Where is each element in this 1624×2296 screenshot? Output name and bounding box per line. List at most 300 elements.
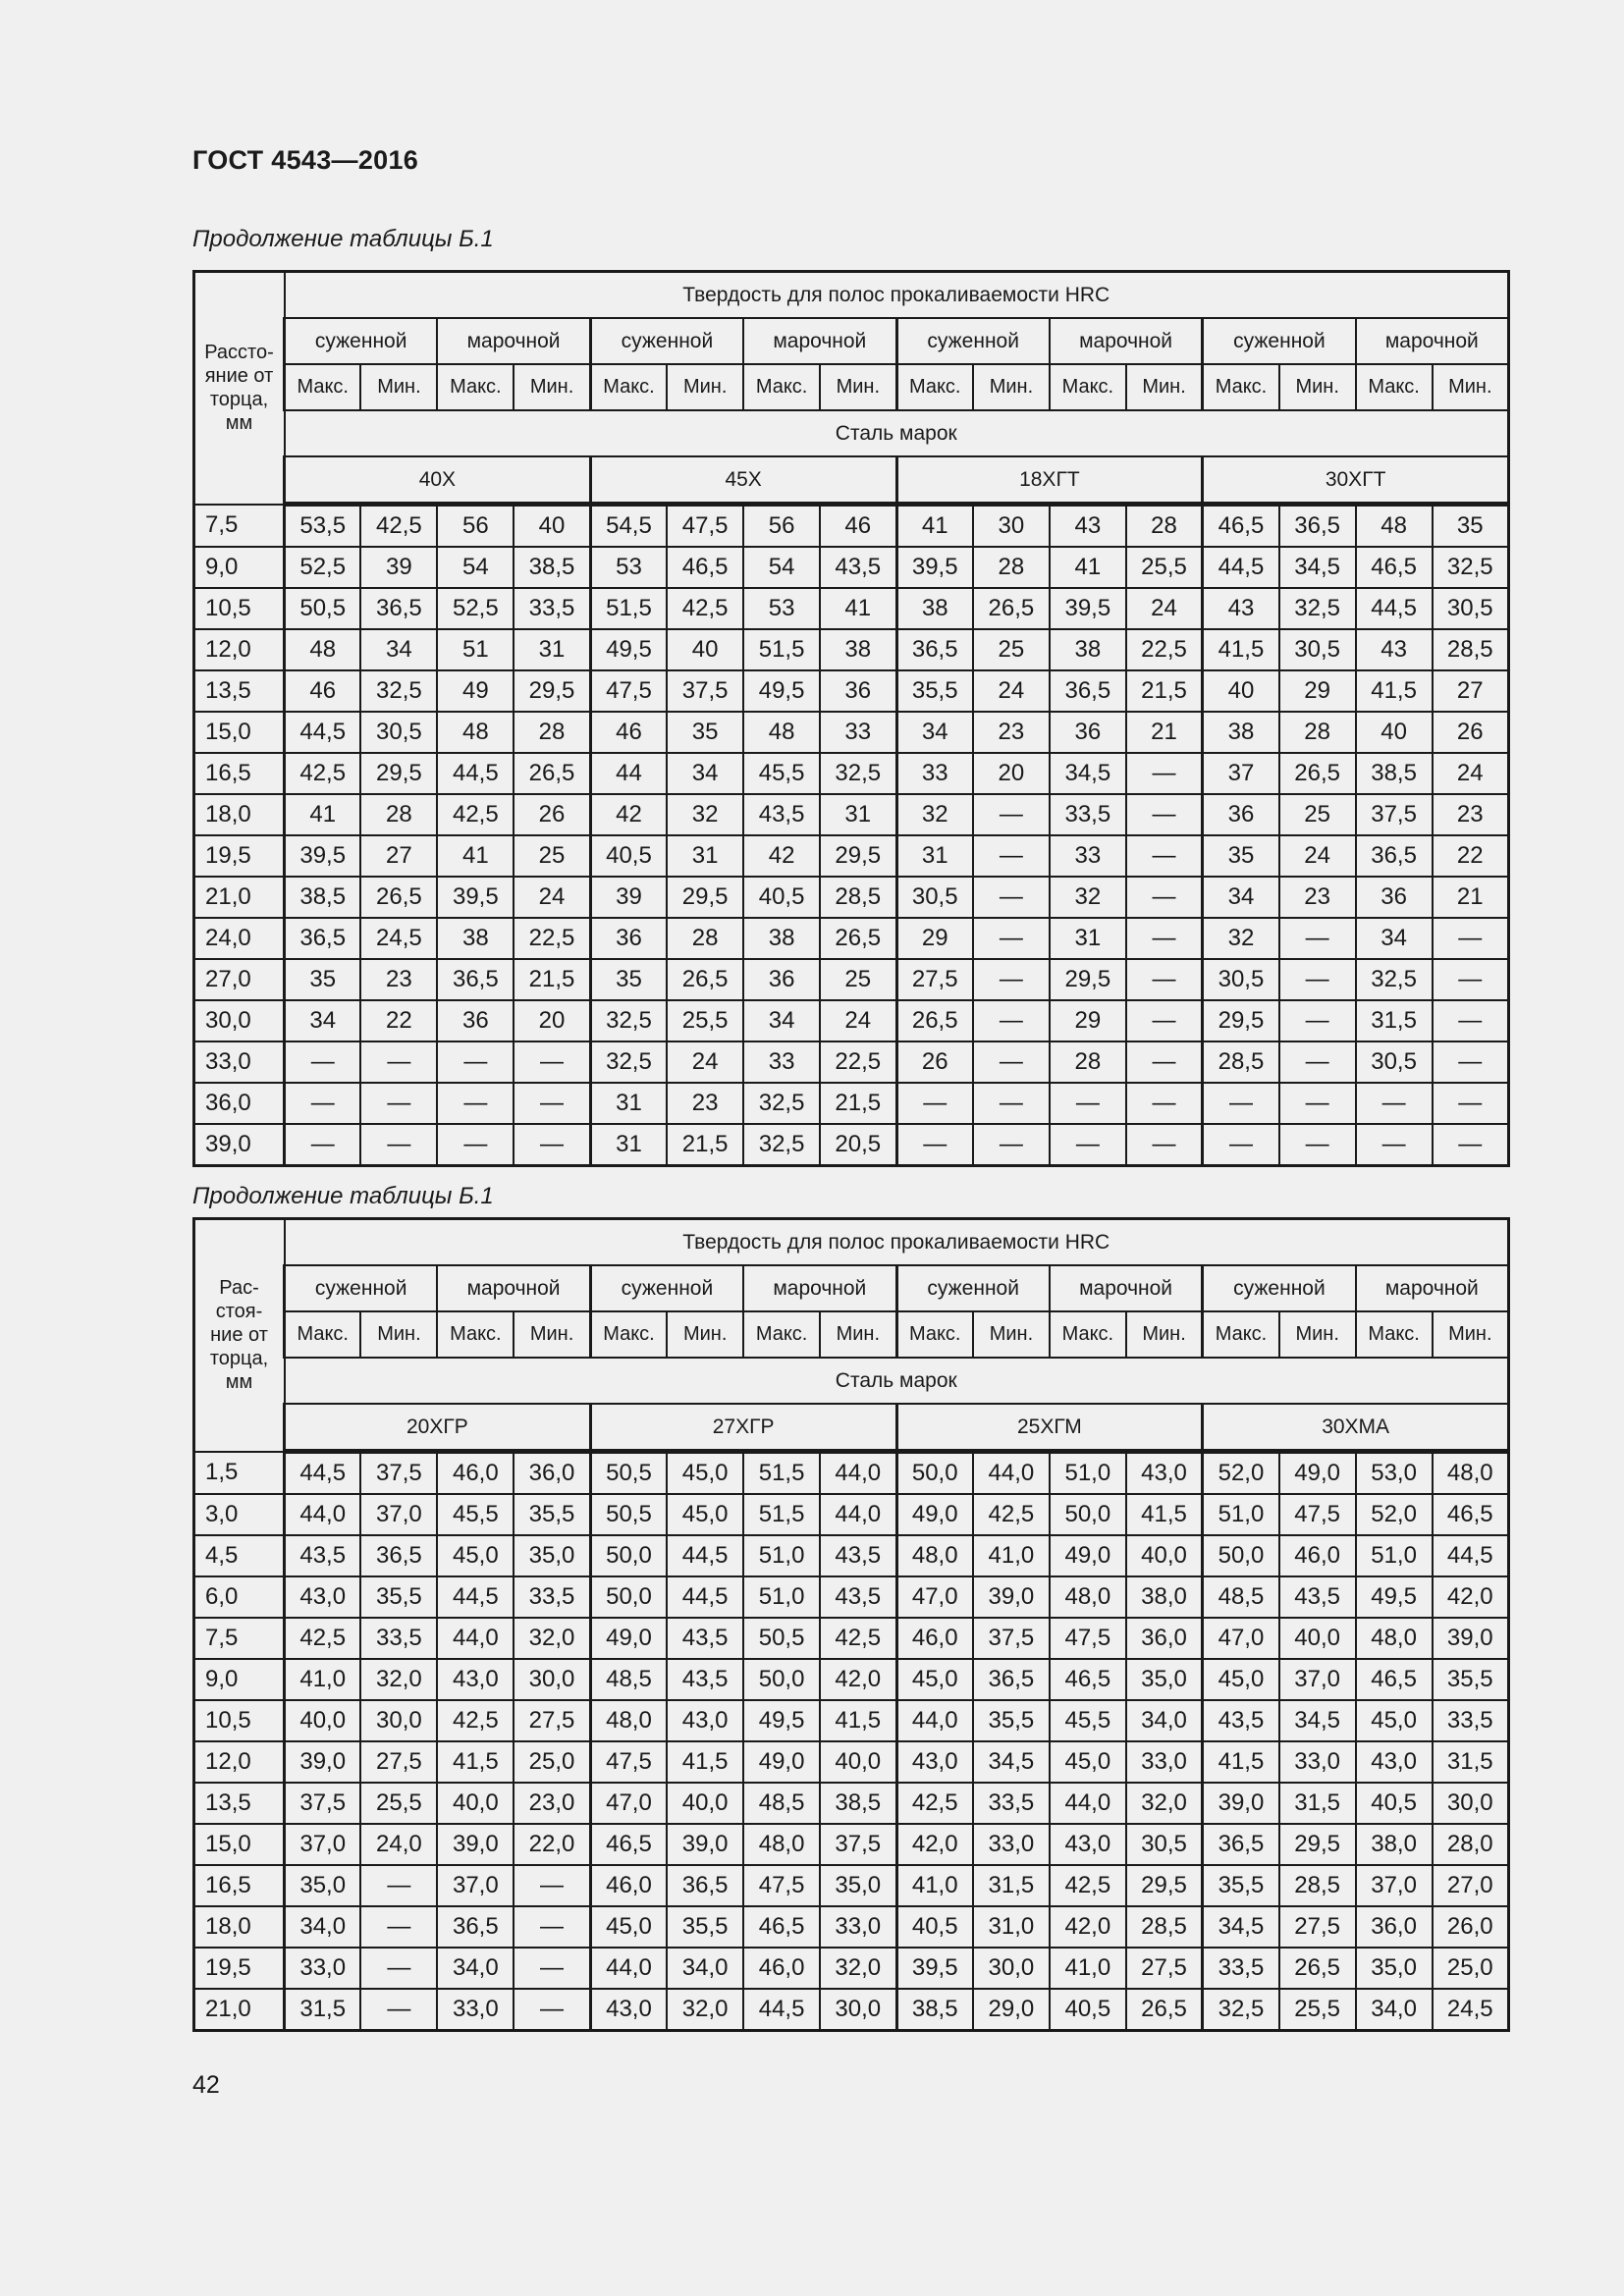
hardness-cell: 33,0: [973, 1824, 1050, 1865]
hardness-cell: 31: [667, 835, 743, 877]
hardness-cell: 25: [973, 629, 1050, 670]
minmax-label: Мин.: [514, 364, 590, 410]
hardness-cell: 35,5: [514, 1494, 590, 1535]
hardness-cell: —: [1203, 1083, 1279, 1124]
distance-cell: 21,0: [194, 877, 285, 918]
hardness-cell: 26,5: [973, 588, 1050, 629]
hardness-table: [192, 270, 1510, 1167]
distance-cell: 18,0: [194, 1906, 285, 1948]
table-row: [194, 1659, 1509, 1700]
hardness-cell: 51: [437, 629, 514, 670]
hardness-cell: 47,5: [1279, 1494, 1356, 1535]
hardness-cell: —: [1126, 794, 1203, 835]
hardness-cell: 30,0: [360, 1700, 437, 1741]
hardness-cell: 34: [743, 1000, 820, 1041]
hardness-cell: 40,0: [285, 1700, 361, 1741]
steel-grade: 27ХГР: [590, 1404, 896, 1452]
hardness-cell: 36,5: [1203, 1824, 1279, 1865]
hardness-cell: 21: [1433, 877, 1509, 918]
minmax-label: Макс.: [590, 1311, 667, 1358]
hardness-cell: 43,5: [820, 547, 896, 588]
hardness-cell: 43,0: [1356, 1741, 1433, 1783]
hardness-cell: 41: [1050, 547, 1126, 588]
hardness-cell: 42,5: [973, 1494, 1050, 1535]
hardness-cell: 32: [1203, 918, 1279, 959]
hardness-cell: 35,5: [1203, 1865, 1279, 1906]
band-label: суженной: [896, 318, 1050, 364]
distance-cell: 24,0: [194, 918, 285, 959]
hardness-cell: 30,5: [1203, 959, 1279, 1000]
hardness-cell: 46,0: [590, 1865, 667, 1906]
hardness-cell: 47,5: [590, 670, 667, 712]
hardness-cell: 35,0: [1126, 1659, 1203, 1700]
minmax-label: Мин.: [1126, 364, 1203, 410]
hardness-cell: 44,5: [667, 1535, 743, 1576]
hardness-cell: 40,5: [590, 835, 667, 877]
hardness-cell: 48,0: [743, 1824, 820, 1865]
hardness-cell: 44,5: [1203, 547, 1279, 588]
hardness-cell: 48: [437, 712, 514, 753]
hardness-cell: 49,0: [1279, 1452, 1356, 1495]
hardness-cell: 25: [514, 835, 590, 877]
distance-cell: 30,0: [194, 1000, 285, 1041]
minmax-label: Макс.: [743, 1311, 820, 1358]
hardness-cell: 50,5: [743, 1618, 820, 1659]
hardness-cell: 42,5: [896, 1783, 973, 1824]
hardness-cell: 40,0: [1279, 1618, 1356, 1659]
hardness-cell: —: [973, 1083, 1050, 1124]
hardness-cell: 27: [360, 835, 437, 877]
hardness-cell: 30,5: [360, 712, 437, 753]
hardness-cell: 26,5: [1279, 1948, 1356, 1989]
steel-grade: 40Х: [285, 456, 591, 505]
header-row: [194, 1358, 1509, 1404]
minmax-label: Мин.: [1126, 1311, 1203, 1358]
hardness-cell: 40,5: [1050, 1989, 1126, 2031]
hardness-cell: 44,0: [285, 1494, 361, 1535]
hardness-cell: 26,5: [360, 877, 437, 918]
band-label: суженной: [285, 318, 438, 364]
hardness-cell: 28,5: [820, 877, 896, 918]
hardness-cell: 48,5: [1203, 1576, 1279, 1618]
hardness-cell: 52,5: [285, 547, 361, 588]
hardness-cell: 46,5: [590, 1824, 667, 1865]
hardness-cell: 44,0: [973, 1452, 1050, 1495]
hardness-cell: 37,0: [437, 1865, 514, 1906]
hardness-cell: 41,0: [973, 1535, 1050, 1576]
hardness-cell: 27: [1433, 670, 1509, 712]
hardness-cell: 36,5: [667, 1865, 743, 1906]
hardness-cell: 26,0: [1433, 1906, 1509, 1948]
hardness-cell: 36: [820, 670, 896, 712]
hardness-cell: 45,5: [1050, 1700, 1126, 1741]
hardness-cell: 35,0: [285, 1865, 361, 1906]
hardness-cell: 35: [667, 712, 743, 753]
table-row: [194, 835, 1509, 877]
hardness-cell: 45,0: [1203, 1659, 1279, 1700]
hardness-cell: 42,0: [1050, 1906, 1126, 1948]
hardness-cell: —: [285, 1041, 361, 1083]
hardness-cell: 24: [667, 1041, 743, 1083]
hardness-cell: 42,5: [360, 505, 437, 548]
hardness-cell: 29: [896, 918, 973, 959]
hardness-cell: 48,0: [1433, 1452, 1509, 1495]
row-header-line: мм: [225, 412, 253, 435]
hardness-cell: 53,0: [1356, 1452, 1433, 1495]
distance-cell: 3,0: [194, 1494, 285, 1535]
hardness-cell: 46,0: [743, 1948, 820, 1989]
hardness-cell: 45,5: [743, 753, 820, 794]
hardness-cell: 51,5: [590, 588, 667, 629]
distance-cell: 15,0: [194, 1824, 285, 1865]
hardness-cell: 49,0: [1050, 1535, 1126, 1576]
hardness-cell: —: [360, 1865, 437, 1906]
hardness-cell: 50,5: [590, 1494, 667, 1535]
table-row: [194, 1948, 1509, 1989]
hardness-cell: 53: [590, 547, 667, 588]
hardness-cell: 31,5: [1279, 1783, 1356, 1824]
hardness-cell: 26,5: [1279, 753, 1356, 794]
hardness-cell: 26: [514, 794, 590, 835]
hardness-cell: —: [1126, 877, 1203, 918]
row-header-cell: [194, 272, 285, 505]
hardness-cell: 41,5: [1203, 1741, 1279, 1783]
hardness-cell: 32,5: [743, 1083, 820, 1124]
hardness-cell: 22: [360, 1000, 437, 1041]
hardness-cell: 43: [1203, 588, 1279, 629]
hardness-cell: 29,5: [1203, 1000, 1279, 1041]
hardness-cell: —: [1126, 1083, 1203, 1124]
hardness-cell: —: [973, 918, 1050, 959]
hardness-cell: 44,0: [820, 1452, 896, 1495]
hardness-cell: 33,5: [1433, 1700, 1509, 1741]
hardness-cell: 29,5: [1126, 1865, 1203, 1906]
minmax-label: Макс.: [1203, 1311, 1279, 1358]
hardness-cell: 25: [820, 959, 896, 1000]
hardness-cell: 35,5: [667, 1906, 743, 1948]
steel-title: Сталь марок: [285, 410, 1509, 456]
hardness-cell: —: [1433, 1124, 1509, 1166]
hardness-cell: 35: [1203, 835, 1279, 877]
hardness-cell: 43,0: [285, 1576, 361, 1618]
header-row: [194, 456, 1509, 505]
hardness-cell: 23: [973, 712, 1050, 753]
hardness-cell: 42,0: [1433, 1576, 1509, 1618]
row-header-cell: [194, 1219, 285, 1452]
hardness-cell: 31,0: [973, 1906, 1050, 1948]
hardness-cell: 48,0: [896, 1535, 973, 1576]
table-row: [194, 588, 1509, 629]
hardness-cell: 39,5: [896, 547, 973, 588]
hardness-cell: 29: [1050, 1000, 1126, 1041]
distance-cell: 27,0: [194, 959, 285, 1000]
hardness-cell: 30,5: [1279, 629, 1356, 670]
band-label: марочной: [437, 318, 590, 364]
hardness-cell: 50,0: [1050, 1494, 1126, 1535]
hardness-cell: 45,0: [667, 1494, 743, 1535]
hardness-cell: 48,0: [590, 1700, 667, 1741]
header-row: [194, 410, 1509, 456]
hardness-cell: 21,5: [820, 1083, 896, 1124]
distance-cell: 6,0: [194, 1576, 285, 1618]
hardness-cell: —: [360, 1124, 437, 1166]
hardness-cell: 31: [820, 794, 896, 835]
hardness-cell: 49: [437, 670, 514, 712]
hardness-cell: 32,0: [1126, 1783, 1203, 1824]
hardness-cell: 46,5: [1050, 1659, 1126, 1700]
hardness-cell: 28: [1279, 712, 1356, 753]
hardness-cell: 47,5: [667, 505, 743, 548]
band-label: марочной: [1356, 318, 1509, 364]
hardness-cell: 27,5: [514, 1700, 590, 1741]
hardness-cell: 28: [1050, 1041, 1126, 1083]
hardness-cell: 37,5: [667, 670, 743, 712]
table-row: [194, 670, 1509, 712]
hardness-cell: —: [973, 877, 1050, 918]
hardness-cell: 24,0: [360, 1824, 437, 1865]
hardness-cell: 42,0: [896, 1824, 973, 1865]
hardness-cell: 34,5: [1279, 1700, 1356, 1741]
steel-title: Сталь марок: [285, 1358, 1509, 1404]
hardness-cell: 44,0: [820, 1494, 896, 1535]
row-header-line: мм: [225, 1371, 253, 1394]
minmax-label: Макс.: [743, 364, 820, 410]
header-row: [194, 272, 1509, 319]
hardness-cell: 41,0: [896, 1865, 973, 1906]
hardness-cell: 41,0: [285, 1659, 361, 1700]
distance-cell: 10,5: [194, 588, 285, 629]
hardness-cell: 34,0: [437, 1948, 514, 1989]
hardness-cell: 30: [973, 505, 1050, 548]
table-row: [194, 959, 1509, 1000]
hardness-cell: 36,5: [437, 959, 514, 1000]
hardness-cell: —: [514, 1041, 590, 1083]
minmax-label: Мин.: [820, 1311, 896, 1358]
hardness-cell: 47,5: [743, 1865, 820, 1906]
hardness-cell: 23,0: [514, 1783, 590, 1824]
distance-cell: 33,0: [194, 1041, 285, 1083]
hardness-cell: 31: [590, 1124, 667, 1166]
hardness-cell: 46: [590, 712, 667, 753]
hardness-cell: 34: [360, 629, 437, 670]
hardness-cell: 24,5: [360, 918, 437, 959]
hardness-cell: 24: [820, 1000, 896, 1041]
hardness-cell: 42,5: [820, 1618, 896, 1659]
hardness-cell: 30,0: [514, 1659, 590, 1700]
minmax-label: Мин.: [360, 364, 437, 410]
hardness-cell: 27,0: [1433, 1865, 1509, 1906]
hardness-cell: 34,0: [1126, 1700, 1203, 1741]
hardness-cell: —: [1356, 1083, 1433, 1124]
hardness-cell: —: [896, 1124, 973, 1166]
steel-grade: 45Х: [590, 456, 896, 505]
hardness-cell: 39: [590, 877, 667, 918]
distance-cell: 19,5: [194, 1948, 285, 1989]
hardness-cell: —: [1126, 835, 1203, 877]
hardness-cell: 33,0: [1126, 1741, 1203, 1783]
hardness-cell: 50,0: [896, 1452, 973, 1495]
table-row: [194, 877, 1509, 918]
hardness-cell: 28,5: [1279, 1865, 1356, 1906]
hardness-cell: 31,5: [285, 1989, 361, 2031]
hardness-cell: 25,0: [514, 1741, 590, 1783]
hardness-cell: 40,5: [1356, 1783, 1433, 1824]
steel-grade: 18ХГТ: [896, 456, 1203, 505]
hardness-cell: 49,0: [590, 1618, 667, 1659]
hardness-cell: 32,0: [514, 1618, 590, 1659]
hardness-cell: 25,0: [1433, 1948, 1509, 1989]
hardness-cell: 39,5: [437, 877, 514, 918]
hardness-cell: 41,5: [437, 1741, 514, 1783]
hardness-cell: 46: [820, 505, 896, 548]
hardness-cell: 48: [1356, 505, 1433, 548]
hardness-cell: 51,0: [743, 1576, 820, 1618]
hardness-cell: 39,0: [285, 1741, 361, 1783]
row-header-line: яние от: [204, 365, 274, 388]
hardness-cell: 26,5: [667, 959, 743, 1000]
table-row: [194, 505, 1509, 548]
hardness-cell: —: [973, 835, 1050, 877]
table-header: [194, 272, 1509, 505]
hardness-cell: —: [1433, 918, 1509, 959]
hardness-cell: —: [896, 1083, 973, 1124]
hardness-cell: 41: [437, 835, 514, 877]
hardness-cell: 48: [743, 712, 820, 753]
hardness-cell: 32,0: [360, 1659, 437, 1700]
hardness-cell: —: [973, 959, 1050, 1000]
hardness-cell: 20: [973, 753, 1050, 794]
hardness-cell: 48: [285, 629, 361, 670]
hardness-cell: 20: [514, 1000, 590, 1041]
table-row: [194, 1124, 1509, 1166]
hardness-cell: 36,5: [1356, 835, 1433, 877]
hardness-cell: 34,5: [973, 1741, 1050, 1783]
steel-grade: 25ХГМ: [896, 1404, 1203, 1452]
distance-cell: 1,5: [194, 1452, 285, 1495]
hardness-cell: 44,5: [285, 1452, 361, 1495]
steel-grade: 20ХГР: [285, 1404, 591, 1452]
hardness-cell: 31,5: [1433, 1741, 1509, 1783]
hardness-cell: 38,0: [1356, 1824, 1433, 1865]
hardness-cell: —: [1433, 1000, 1509, 1041]
hardness-cell: 30,5: [1433, 588, 1509, 629]
hardness-cell: 50,0: [1203, 1535, 1279, 1576]
hardness-cell: 28: [667, 918, 743, 959]
hardness-cell: 49,0: [743, 1741, 820, 1783]
hardness-cell: 36,5: [360, 588, 437, 629]
hardness-cell: 30,0: [973, 1948, 1050, 1989]
distance-cell: 12,0: [194, 629, 285, 670]
hardness-cell: 28,0: [1433, 1824, 1509, 1865]
hardness-cell: 34,5: [1203, 1906, 1279, 1948]
hardness-cell: 49,5: [1356, 1576, 1433, 1618]
hardness-cell: 41,5: [1203, 629, 1279, 670]
hardness-cell: 25,5: [667, 1000, 743, 1041]
hardness-cell: 42: [743, 835, 820, 877]
hardness-cell: 54: [743, 547, 820, 588]
hardness-cell: 25,5: [360, 1783, 437, 1824]
hardness-cell: 28: [514, 712, 590, 753]
hardness-cell: 56: [743, 505, 820, 548]
hardness-cell: 53,5: [285, 505, 361, 548]
hardness-cell: 28,5: [1433, 629, 1509, 670]
hardness-cell: 38: [743, 918, 820, 959]
hardness-cell: 41,0: [1050, 1948, 1126, 1989]
hardness-cell: 46,0: [1279, 1535, 1356, 1576]
hardness-cell: 21,5: [514, 959, 590, 1000]
hardness-cell: 42,5: [667, 588, 743, 629]
hardness-cell: 50,0: [590, 1576, 667, 1618]
hardness-cell: 40: [514, 505, 590, 548]
hardness-cell: 32,5: [1433, 547, 1509, 588]
hardness-cell: 42,5: [437, 794, 514, 835]
table-row: [194, 794, 1509, 835]
hardness-cell: 47,0: [590, 1783, 667, 1824]
hardness-cell: 23: [360, 959, 437, 1000]
hardness-cell: 22: [1433, 835, 1509, 877]
hardness-cell: —: [1433, 1083, 1509, 1124]
distance-cell: 21,0: [194, 1989, 285, 2031]
hardness-cell: 36: [1356, 877, 1433, 918]
hardness-cell: 44,5: [667, 1576, 743, 1618]
hardness-cell: 41,5: [1126, 1494, 1203, 1535]
hardness-cell: 22,5: [820, 1041, 896, 1083]
hardness-cell: 32: [896, 794, 973, 835]
hardness-cell: 36,5: [896, 629, 973, 670]
hardness-cell: 38: [896, 588, 973, 629]
hardness-cell: —: [1433, 1041, 1509, 1083]
hardness-cell: 29,5: [514, 670, 590, 712]
hardness-cell: 43,5: [285, 1535, 361, 1576]
minmax-label: Макс.: [1356, 364, 1433, 410]
distance-cell: 13,5: [194, 670, 285, 712]
hardness-cell: 49,5: [743, 1700, 820, 1741]
distance-cell: 7,5: [194, 1618, 285, 1659]
hardness-cell: 30,5: [1356, 1041, 1433, 1083]
hardness-cell: 46: [285, 670, 361, 712]
hardness-cell: 37,0: [1356, 1865, 1433, 1906]
hardness-cell: —: [1279, 1124, 1356, 1166]
hardness-cell: 30,5: [1126, 1824, 1203, 1865]
hardness-cell: —: [360, 1906, 437, 1948]
hardness-cell: 38,5: [896, 1989, 973, 2031]
band-label: марочной: [1050, 318, 1203, 364]
minmax-label: Мин.: [1433, 1311, 1509, 1358]
hardness-cell: 35,5: [896, 670, 973, 712]
hardness-cell: 32,5: [590, 1000, 667, 1041]
hardness-cell: 36,5: [360, 1535, 437, 1576]
hardness-cell: 42,5: [285, 1618, 361, 1659]
hardness-cell: 41: [285, 794, 361, 835]
table-row: [194, 1824, 1509, 1865]
table-row: [194, 1700, 1509, 1741]
hardness-cell: 25,5: [1126, 547, 1203, 588]
hardness-cell: 44,5: [437, 753, 514, 794]
hardness-cell: 33: [1050, 835, 1126, 877]
hardness-cell: 40,0: [1126, 1535, 1203, 1576]
table-row: [194, 712, 1509, 753]
hardness-cell: 36,0: [514, 1452, 590, 1495]
hardness-cell: 24: [1126, 588, 1203, 629]
hardness-cell: 26,5: [1126, 1989, 1203, 2031]
minmax-label: Макс.: [285, 1311, 361, 1358]
table-caption: Продолжение таблицы Б.1: [192, 226, 494, 252]
table-row: [194, 1041, 1509, 1083]
distance-cell: 39,0: [194, 1124, 285, 1166]
hardness-cell: 28: [360, 794, 437, 835]
hardness-cell: 43,5: [820, 1576, 896, 1618]
hardness-cell: 38,5: [1356, 753, 1433, 794]
